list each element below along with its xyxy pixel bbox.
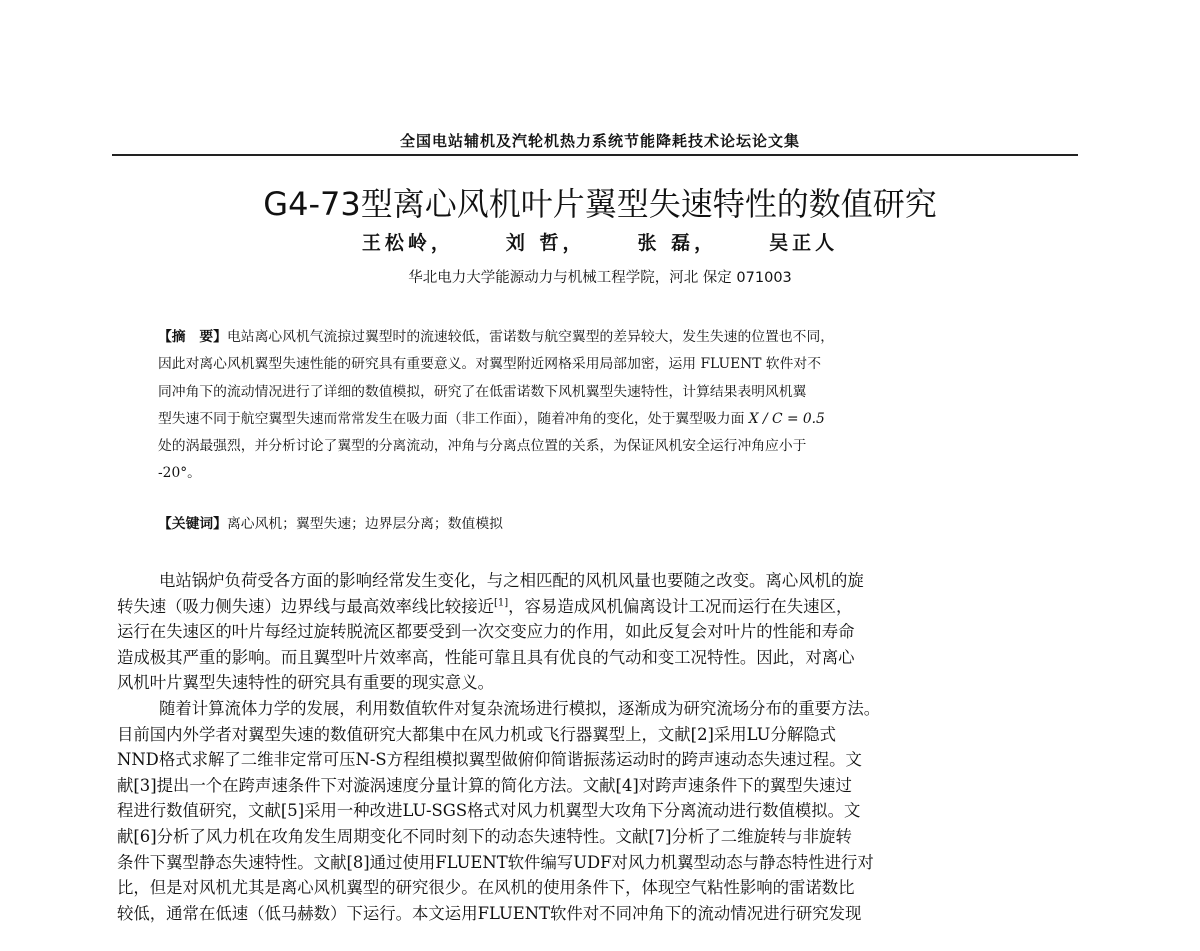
abstract-line: [158, 406, 1038, 433]
body-text: [117, 568, 1079, 926]
abstract-line: [158, 324, 1038, 351]
abstract-line: 同冲角下的流动情况进行了详细的数值模拟，研究了在低雷诺数下风机翼型失速特性，计算结果表明风机翼: [158, 383, 807, 400]
header-rule: [112, 154, 1078, 156]
running-header: 全国电站辅机及汽轮机热力系统节能降耗技术论坛论文集: [399, 132, 800, 150]
abstract-line: 因此对离心风机翼型失速性能的研究具有重要意义。对翼型附近网格采用局部加密，运用 FLUENT 软件对不: [158, 356, 821, 373]
abstract-text: 型失速不同于航空翼型失速而常常发生在吸力面（非工作面），随着冲角的变化，处于翼型吸力面: [158, 410, 745, 427]
affiliation: 华北电力大学能源动力与机械工程学院，河北 保定 071003: [408, 270, 792, 286]
citation: [1]: [493, 597, 509, 609]
body-line: [117, 594, 1079, 620]
body-text: ，容易造成风机偏离设计工况而运行在失速区，: [508, 596, 853, 616]
author-list: [0, 228, 1200, 255]
body-line: NND格式求解了二维非定常可压N-S方程组模拟翼型做俯仰简谐振荡运动时的跨声速动态失速过程。文: [117, 750, 862, 770]
body-line: 运行在失速区的叶片每经过旋转脱流区都要受到一次交变应力的作用，如此反复会对叶片的性能和寿命: [117, 622, 855, 642]
body-line: 比，但是对风机尤其是离心风机翼型的研究很少。在风机的使用条件下，体现空气粘性影响的雷诺数比: [117, 878, 855, 898]
body-line: 造成极其严重的影响。而且翼型叶片效率高，性能可靠且具有优良的气动和变工况特性。因此，对离心: [117, 647, 855, 667]
abstract-text: 电站离心风机气流掠过翼型时的流速较低，雷诺数与航空翼型的差异较大，发生失速的位置也不同，: [226, 329, 835, 345]
body-line: 电站锅炉负荷受各方面的影响经常发生变化，与之相匹配的风机风量也要随之改变。离心风机的旋: [159, 571, 864, 590]
abstract-label: 【摘 要】: [158, 329, 227, 345]
body-line: 条件下翼型静态失速特性。文献[8]通过使用FLUENT软件编写UDF对风力机翼型动态与静态特性进行对: [117, 852, 874, 872]
keywords: [158, 512, 1038, 536]
abstract-line: 处的涡最强烈，并分析讨论了翼型的分离流动，冲角与分离点位置的关系，为保证风机安全运行冲角应小于: [158, 438, 807, 455]
body-line: 随着计算流体力学的发展，利用数值软件对复杂流场进行模拟，逐渐成为研究流场分布的重要方法。: [159, 698, 881, 718]
body-line: 风机叶片翼型失速特性的研究具有重要的现实意义。: [117, 673, 494, 693]
body-line: 程进行数值研究，文献[5]采用一种改进LU-SGS格式对风力机翼型大攻角下分离流动进行数值模拟。文: [117, 801, 861, 821]
abstract: [158, 324, 1038, 488]
abstract-line: -20°。: [158, 465, 201, 482]
body-text: 转失速（吸力侧失速）边界线与最高效率线比较接近: [117, 596, 494, 616]
keywords-text: 离心风机；翼型失速；边界层分离；数值模拟: [226, 516, 503, 532]
keywords-label: 【关键词】: [158, 516, 227, 532]
author-name: 王松岭，: [361, 232, 454, 254]
body-line: 献[6]分析了风力机在攻角发生周期变化不同时刻下的动态失速特性。文献[7]分析了二维旋转与非旋转: [117, 826, 852, 846]
body-line: 献[3]提出一个在跨声速条件下对漩涡速度分量计算的简化方法。文献[4]对跨声速条件下的翼型失速过: [117, 775, 852, 795]
author-name: 刘 哲，: [505, 232, 586, 254]
body-line: 目前国内外学者对翼型失速的数值研究大都集中在风力机或飞行器翼型上，文献[2]采用LU分解隐式: [117, 724, 837, 744]
abstract-formula: X / C = 0.5: [748, 410, 825, 427]
paper-title: G4-73型离心风机叶片翼型失速特性的数值研究: [263, 185, 937, 223]
author-name: 吴正人: [769, 232, 839, 254]
author-name: 张 磊，: [637, 232, 718, 254]
body-line: 较低，通常在低速（低马赫数）下运行。本文运用FLUENT软件对不同冲角下的流动情况进行研究发现: [117, 903, 862, 923]
